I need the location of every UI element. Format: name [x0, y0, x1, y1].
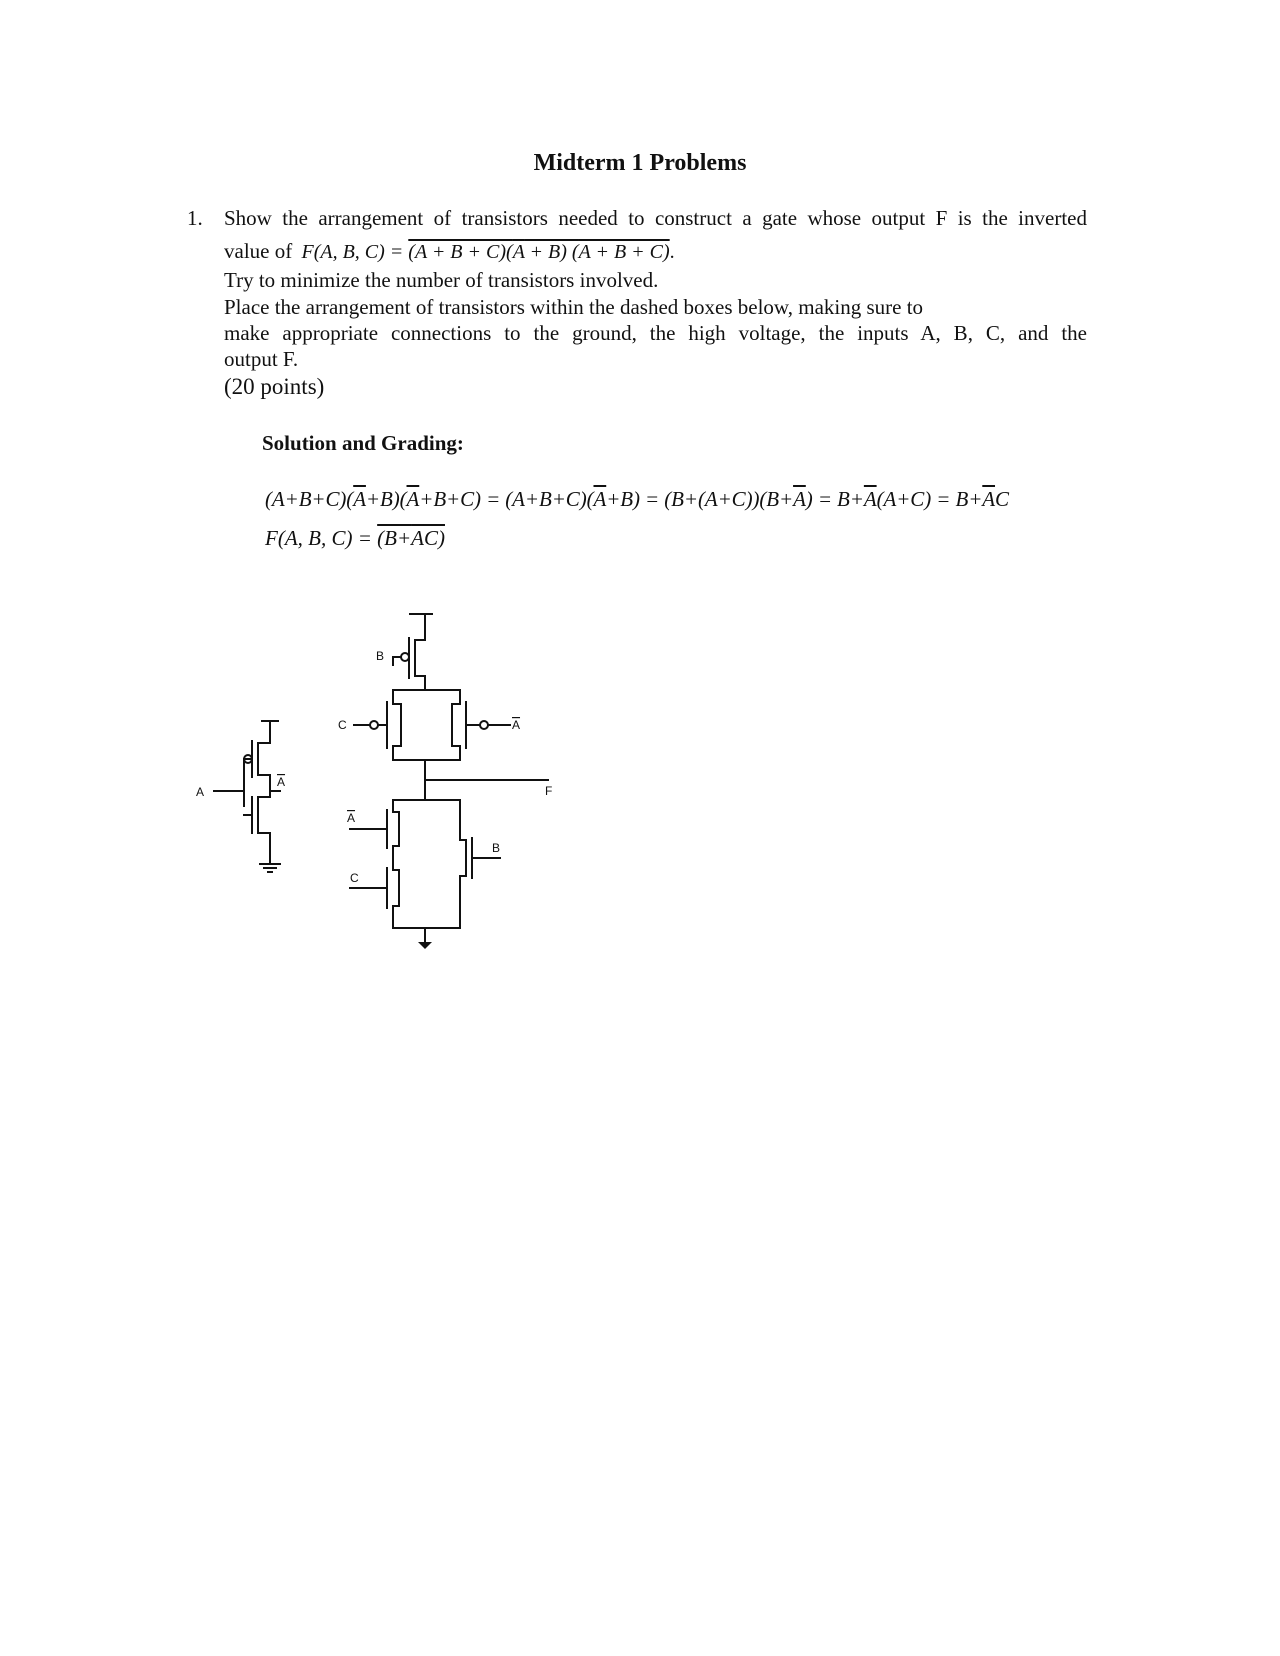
pulldown-abar-label: A: [347, 811, 356, 825]
problem-points: (20 points): [224, 374, 325, 399]
value-of-label: value of: [224, 239, 293, 263]
pullup-c-label: C: [338, 718, 347, 732]
function-expression: (A + B + C)(A + B) (A + B + C): [408, 241, 670, 263]
pull-up-network: [354, 614, 510, 760]
function-label: F(A, B, C) =: [301, 241, 409, 263]
complemented-expression: (B+AC): [377, 526, 445, 550]
ground-icon: [418, 942, 432, 949]
pullup-abar-label: A: [512, 718, 521, 732]
output-f-label: F: [545, 784, 553, 798]
pull-down-network: [350, 800, 500, 942]
pulldown-c-label: C: [350, 871, 359, 885]
output-node: [425, 760, 548, 800]
solution-heading: Solution and Grading:: [262, 431, 464, 455]
problem-text-line-2: value of F(A, B, C) = (A + B + C)(A + B) (A + B + C).: [224, 239, 675, 263]
pulldown-b-label: B: [492, 841, 501, 855]
problem-text-line-3: Try to minimize the number of transistors involved.: [224, 268, 659, 292]
page-title: Midterm 1 Problems: [533, 150, 747, 176]
problem-text-line-5: make appropriate connections to the ground, the high voltage, the inputs A, B, C, and the: [224, 321, 1087, 345]
problem-number: 1.: [187, 206, 203, 230]
solution-equation-2: F(A, B, C) = (B+AC): [265, 526, 445, 550]
pullup-b-label: B: [376, 649, 385, 663]
inverter-input-label: A: [196, 785, 205, 799]
solution-equation-1: $(A+B+C)(\overline{A}+B)(\overline{A}+B+C) = (A+B+C)(\overline{A}+B) = (B+(A+C))(B+\overline{A}) = B+\overline{A}(A+C) = B+\overline{A}C$: [265, 487, 1009, 511]
inverter-circuit: [214, 721, 280, 872]
problem-text-line-4: Place the arrangement of transistors within the dashed boxes below, making sure to: [224, 295, 924, 319]
inverter-output-label: A: [277, 775, 286, 789]
problem-text-line-1: Show the arrangement of transistors needed to construct a gate whose output F is the inverted: [224, 206, 1087, 230]
problem-text-line-6: output F.: [224, 347, 299, 371]
